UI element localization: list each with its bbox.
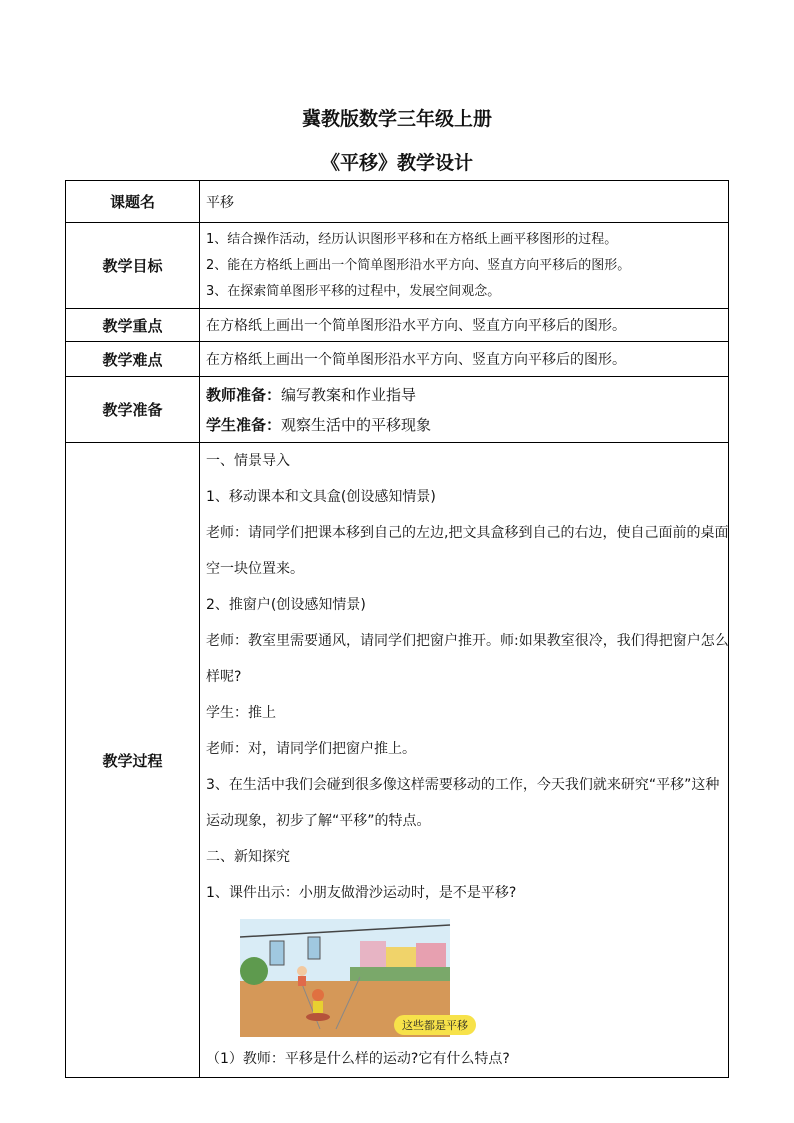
student-prep: [206, 410, 722, 440]
label-difficulties: 教学难点: [66, 342, 200, 377]
process-line-8: 学生：推上: [206, 705, 276, 721]
label-topic: 课题名: [66, 181, 200, 223]
process-line-9: 老师：对，请同学们把窗户推上。: [206, 741, 416, 757]
sand-sliding-illustration: [240, 919, 472, 1039]
process-line-2: 1、移动课本和文具盒(创设感知情景): [206, 489, 436, 505]
process-line-13: 1、课件出示：小朋友做滑沙运动时，是不是平移?: [206, 885, 517, 901]
value-goals: [200, 223, 729, 309]
process-line-6: 老师：教室里需要通风，请同学们把窗户推开。师:如果教室很冷，我们得把窗户怎么: [206, 633, 729, 649]
process-line-11: 运动现象，初步了解“平移”的特点。: [206, 813, 431, 829]
student-prep-label: 学生准备：: [206, 415, 282, 434]
teacher-prep: [206, 380, 722, 410]
teacher-prep-value: 编写教案和作业指导: [281, 385, 417, 404]
image-caption-bubble: 这些都是平移: [394, 1015, 476, 1035]
label-process: 教学过程: [66, 443, 200, 1078]
goal-item-2: 2、能在方格纸上画出一个简单图形沿水平方向、竖直方向平移后的图形。: [206, 257, 631, 273]
row-key-points: [66, 309, 729, 342]
teacher-prep-label: 教师准备：: [206, 385, 282, 404]
row-difficulties: [66, 342, 729, 377]
process-line-7: 样呢?: [206, 669, 242, 685]
process-line-12: 二、新知探究: [206, 849, 290, 865]
value-difficulties: 在方格纸上画出一个简单图形沿水平方向、竖直方向平移后的图形。: [200, 342, 729, 377]
label-preparation: 教学准备: [66, 377, 200, 443]
label-key-points: 教学重点: [66, 309, 200, 342]
value-process: [200, 443, 729, 1078]
process-line-5: 2、推窗户(创设感知情景): [206, 597, 366, 613]
doc-title-line2: 《平移》教学设计: [320, 152, 473, 174]
lesson-plan-table: [65, 180, 729, 1078]
process-line-1: 一、情景导入: [206, 453, 290, 469]
student-prep-value: 观察生活中的平移现象: [281, 415, 432, 434]
value-preparation: [200, 377, 729, 443]
process-line-3: 老师：请同学们把课本移到自己的左边,把文具盒移到自己的右边，使自己面前的桌面: [206, 525, 729, 541]
goal-item-3: 3、在探索简单图形平移的过程中，发展空间观念。: [206, 283, 501, 299]
row-topic: [66, 181, 729, 223]
row-goals: [66, 223, 729, 309]
process-line-10: 3、在生活中我们会碰到很多像这样需要移动的工作，今天我们就来研究“平移”这种: [206, 777, 720, 793]
process-line-4: 空一块位置来。: [206, 561, 304, 577]
value-key-points: 在方格纸上画出一个简单图形沿水平方向、竖直方向平移后的图形。: [200, 309, 729, 342]
doc-title-line1: 冀教版数学三年级上册: [301, 108, 492, 130]
row-preparation: [66, 377, 729, 443]
row-process: [66, 443, 729, 1078]
label-goals: 教学目标: [66, 223, 200, 309]
process-last-line: （1）教师：平移是什么样的运动?它有什么特点?: [206, 1051, 510, 1067]
value-topic: 平移: [200, 181, 729, 223]
goal-item-1: 1、结合操作活动，经历认识图形平移和在方格纸上画平移图形的过程。: [206, 231, 618, 247]
